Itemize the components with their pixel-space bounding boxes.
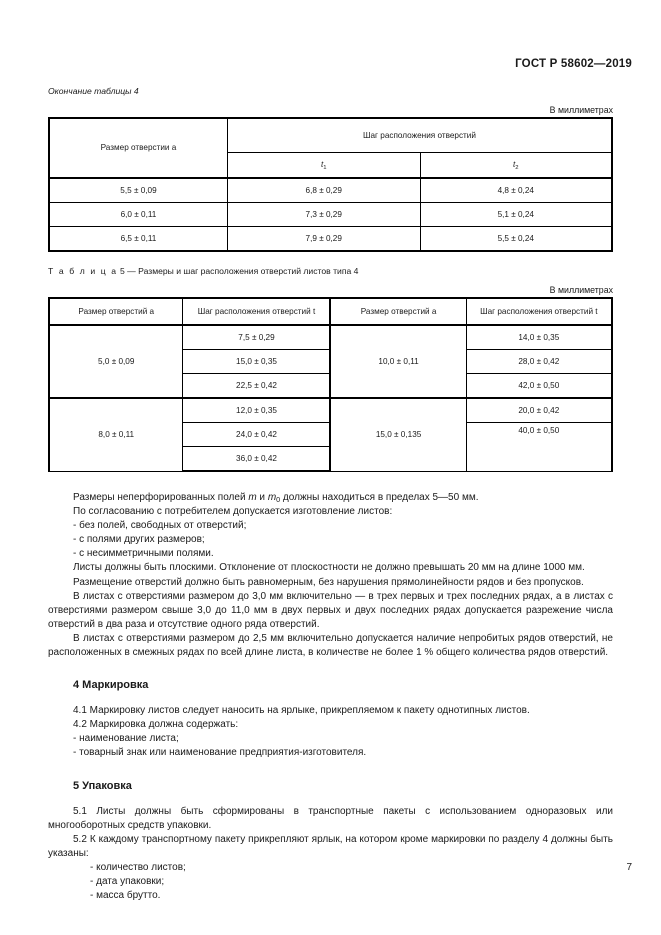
document-standard-header: ГОСТ Р 58602—2019 (515, 58, 632, 70)
paragraph-5-1: 5.1 Листы должны быть сформированы в транспортные пакеты с использованием одноразовых или многооборотных средств упаковки. (48, 805, 613, 831)
table4-header-row-top (49, 118, 612, 153)
table4-cell-t1: 7,9 ± 0,29 (227, 227, 420, 252)
table4-units-label: В миллиметрах (549, 105, 613, 115)
table4-cell-t1: 7,3 ± 0,29 (227, 203, 420, 227)
table4-cell-t2: 4,8 ± 0,24 (420, 178, 612, 203)
table5-caption-text: — Размеры и шаг расположения отверстий листов типа 4 (127, 266, 359, 276)
table5-cell-pitch-right: 28,0 ± 0,42 (466, 350, 612, 374)
table-row (49, 325, 612, 350)
bullet-sheet-name: - наименование листа; (73, 733, 179, 745)
bullet-trademark: - товарный знак или наименование предприятия-изготовителя. (73, 747, 367, 759)
paragraph-hole-placement: Размещение отверстий должно быть равномерным, без нарушения прямолинейности рядов и без пропусков. (73, 576, 584, 588)
text-run: и (256, 492, 268, 503)
table-row (49, 227, 612, 252)
table5-header-row (49, 298, 612, 325)
variable-m0: m (267, 492, 277, 503)
paragraph-4-2: 4.2 Маркировка должна содержать: (73, 719, 239, 731)
paragraph-field-sizes (48, 491, 613, 505)
table5-header-size-left: Размер отверстий a (49, 298, 183, 325)
table5-caption (48, 266, 613, 276)
bullet-gross-weight: - масса брутто. (90, 890, 161, 902)
table5-cell-pitch-left: 15,0 ± 0,35 (183, 350, 331, 374)
table5-cell-size-left: 5,0 ± 0,09 (49, 325, 183, 398)
table4-cell-size: 6,5 ± 0,11 (49, 227, 227, 252)
table4-cell-size: 5,5 ± 0,09 (49, 178, 227, 203)
table5-header-size-right: Размер отверстий a (330, 298, 466, 325)
paragraph-sheets-3mm: В листах с отверстиями размером до 3,0 мм включительно — в трех первых и трех последних рядах, а в листах с отверстиями размером свыше 3,0 до 11,0 мм в двух первых и двух последних рядах допускается разрежение числа отверстий в два раза и отсутствие одного ряда отверстий. (48, 590, 613, 630)
bullet-asymmetric-fields: - с несимметричными полями. (73, 548, 214, 560)
table5-cell-pitch-left: 7,5 ± 0,29 (183, 325, 331, 350)
page-number: 7 (626, 862, 632, 873)
table5-header-pitch-left: Шаг расположения отверстий t (183, 298, 331, 325)
paragraph-sheets-25mm: В листах с отверстиями размером до 2,5 мм включительно допускается наличие непробитых рядов отверстий, не расположенных в смежных рядах по всей длине листа, в количестве не более 1 % общего количества рядов отверстий. (48, 632, 613, 659)
table5-caption-label: Т а б л и ц а (48, 266, 118, 276)
table4-cell-t2: 5,1 ± 0,24 (420, 203, 612, 227)
table4-header-t1: $t_1$ (227, 153, 420, 179)
paragraph-4-1: 4.1 Маркировку листов следует наносить на ярлыке, прикрепляемом к пакету однотипных листов. (73, 705, 530, 717)
table5-cell-pitch-right: 40,0 ± 0,50 (466, 423, 612, 472)
bullet-sheet-count: - количество листов; (90, 861, 186, 873)
table4 (48, 117, 613, 252)
variable-m0-subscript: 0 (276, 495, 281, 505)
table5-cell-pitch-right: 42,0 ± 0,50 (466, 374, 612, 399)
table5-cell-size-left: 8,0 ± 0,11 (49, 398, 183, 471)
table5-caption-number: 5 (119, 266, 125, 276)
section-heading-marking: 4 Маркировка (73, 679, 149, 692)
text-run: должны находиться в пределах 5—50 мм. (280, 492, 479, 503)
table5-units-label: В миллиметрах (549, 285, 613, 295)
paragraph-agreement: По согласованию с потребителем допускается изготовление листов: (73, 506, 393, 518)
table5-cell-pitch-left: 24,0 ± 0,42 (183, 423, 331, 447)
bullet-other-field-sizes: - с полями других размеров; (73, 534, 205, 546)
table5-cell-size-right: 15,0 ± 0,135 (330, 398, 466, 471)
table5-cell-pitch-left: 12,0 ± 0,35 (183, 398, 331, 423)
bullet-packaging-date: - дата упаковки; (90, 875, 165, 887)
variable-m: m (248, 492, 257, 503)
document-content (48, 86, 613, 903)
table5-cell-size-right: 10,0 ± 0,11 (330, 325, 466, 398)
table4-header-t2: $t_2$ (420, 153, 612, 179)
table5-header-pitch-right: Шаг расположения отверстий t (466, 298, 612, 325)
table-row (49, 178, 612, 203)
table5 (48, 297, 613, 472)
table4-caption: Окончание таблицы 4 (48, 86, 139, 96)
bullet-no-fields: - без полей, свободных от отверстий; (73, 520, 247, 532)
table-row (49, 203, 612, 227)
table5-cell-pitch-right: 20,0 ± 0,42 (466, 398, 612, 423)
table5-cell-pitch-left: 36,0 ± 0,42 (183, 447, 331, 472)
table5-cell-pitch-left: 22,5 ± 0,42 (183, 374, 331, 399)
table4-cell-t1: 6,8 ± 0,29 (227, 178, 420, 203)
section-heading-packaging: 5 Упаковка (73, 779, 132, 792)
table4-header-pitch-group: Шаг расположения отверстий (227, 118, 612, 153)
table4-cell-t2: 5,5 ± 0,24 (420, 227, 612, 252)
paragraph-flatness: Листы должны быть плоскими. Отклонение от плоскостности не должно превышать 20 мм на длине 1000 мм. (73, 562, 585, 574)
paragraph-5-2: 5.2 К каждому транспортному пакету прикрепляют ярлык, на котором кроме маркировки по разделу 4 должны быть указаны: (48, 833, 613, 859)
table4-cell-size: 6,0 ± 0,11 (49, 203, 227, 227)
table5-cell-pitch-right: 14,0 ± 0,35 (466, 325, 612, 350)
table4-header-size: Размер отверстии a (49, 118, 227, 178)
text-run: Размеры неперфорированных полей (73, 492, 249, 503)
table-row (49, 398, 612, 423)
